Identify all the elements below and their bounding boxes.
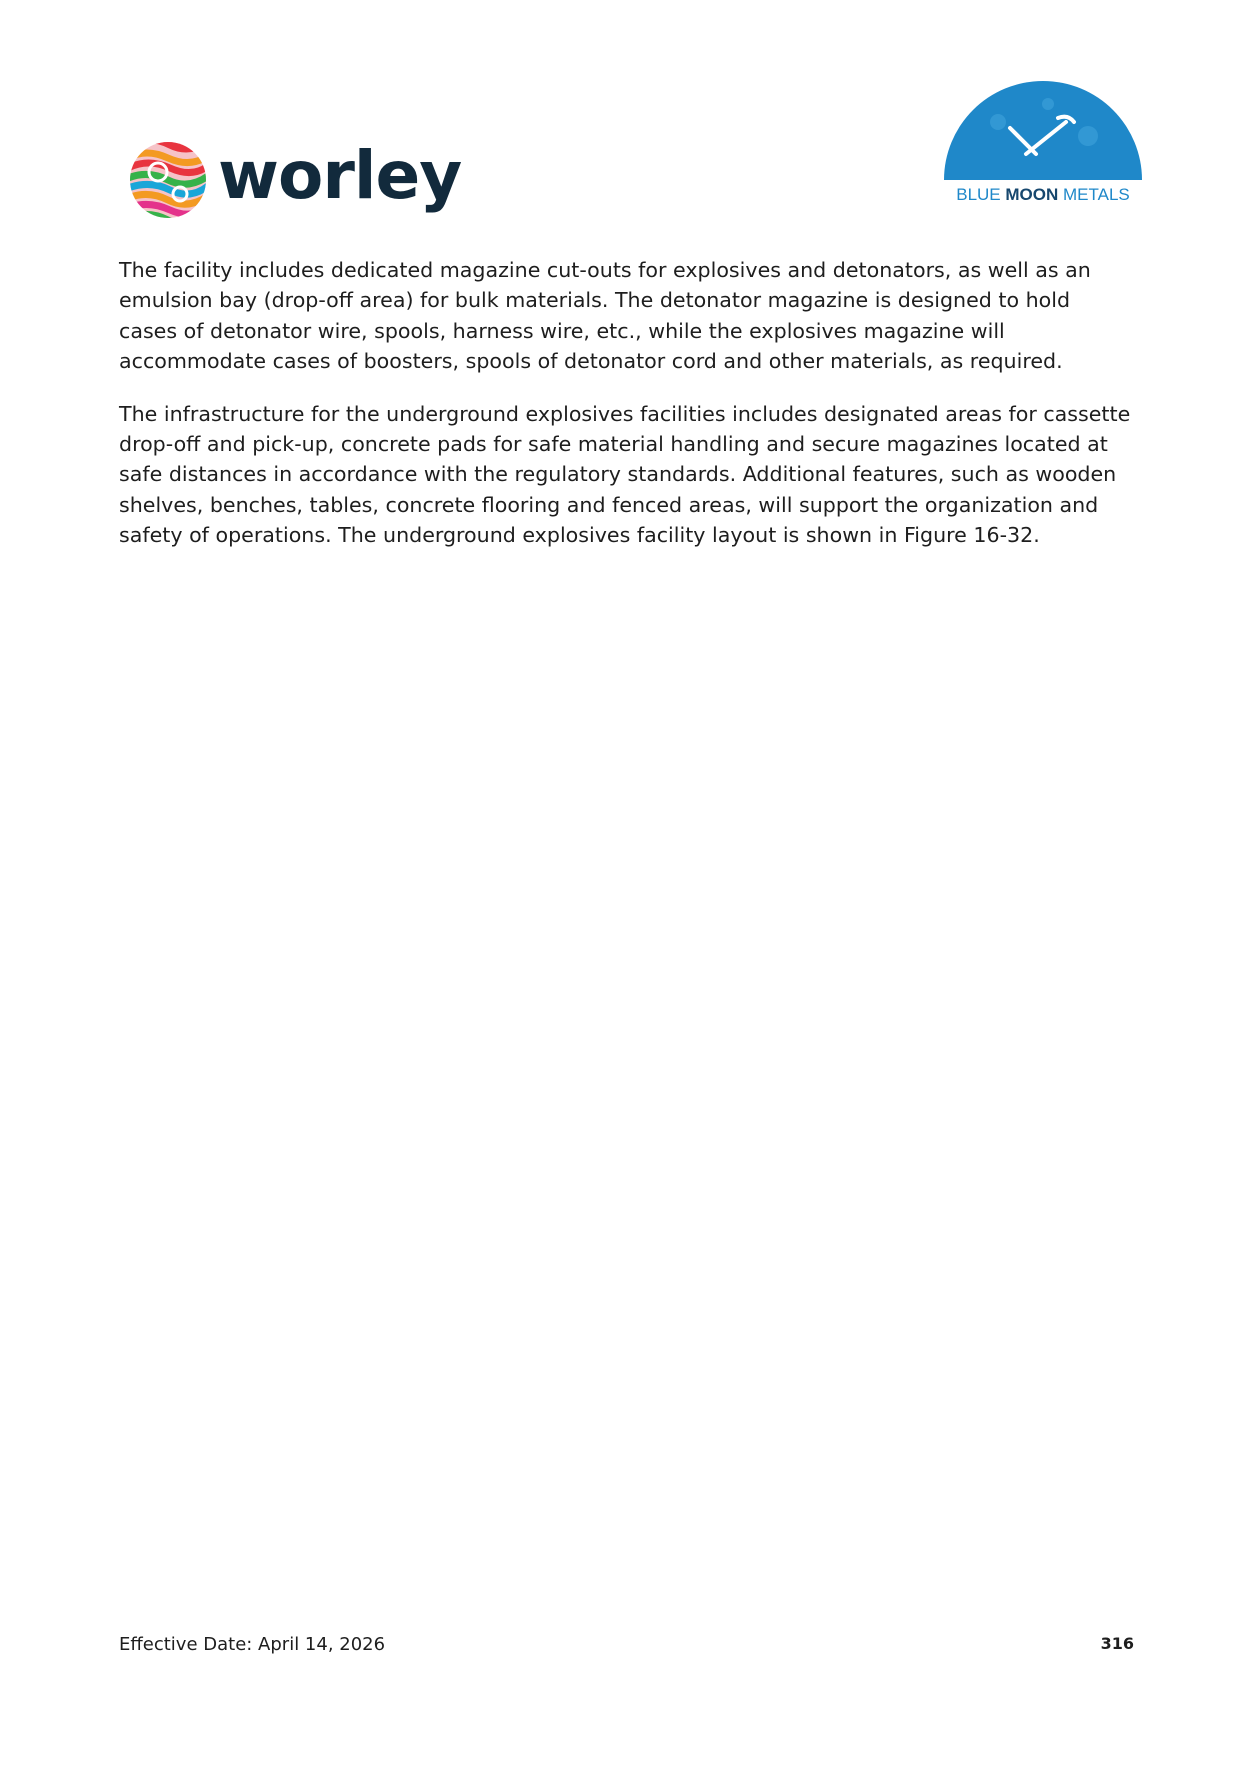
page-header — [0, 0, 1250, 230]
blue-moon-metals-logo — [938, 78, 1148, 210]
wordmark-moon: MOON — [1005, 185, 1059, 204]
effective-date: Effective Date: April 14, 2026 — [119, 1634, 386, 1655]
worley-logo — [128, 136, 468, 228]
paragraph-magazine: The facility includes dedicated magazine cut-outs for explosives and detonators, as well as an emulsion bay (drop-off area) for bulk materials. The detonator magazine is designed to hold cases of detonator wire, spools, harness wire, etc., while the explosives magazine will accommodate cases of boosters, spools of detonator cord and other materials, as required. — [119, 258, 1091, 374]
wordmark-metals: METALS — [1058, 185, 1130, 204]
worley-wordmark: worley — [218, 137, 462, 214]
blue-moon-wordmark — [940, 184, 1146, 206]
page-number: 316 — [1100, 1634, 1134, 1653]
paragraph-infrastructure: The infrastructure for the underground explosives facilities includes designated areas for cassette drop-off and pick-up, concrete pads for safe material handling and secure magazines located at safe distances in accordance with the regulatory standards. Additional features, such as wooden shelves, benches, tables, concrete flooring and fenced areas, will support the organization and safety of operations. The underground explosives facility layout is shown in Figure 16-32. — [119, 401, 1131, 548]
wordmark-blue: BLUE — [956, 185, 1006, 204]
body-text — [119, 255, 1134, 573]
page-footer — [119, 1634, 1134, 1664]
